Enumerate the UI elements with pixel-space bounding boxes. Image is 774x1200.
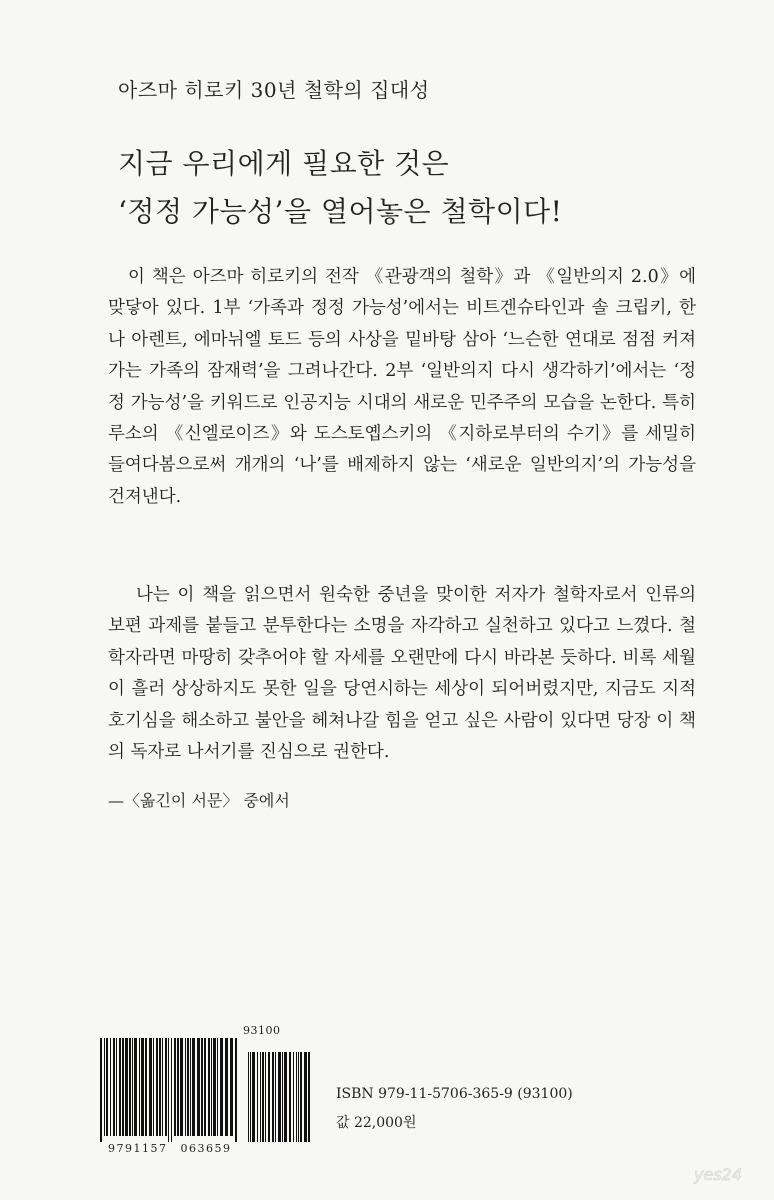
barcode-graphic <box>98 1038 313 1142</box>
headline-line-1: 지금 우리에게 필요한 것은 <box>118 147 450 180</box>
headline-line-2: ‘정정 가능성’을 열어놓은 철학이다! <box>118 195 563 228</box>
watermark-text: yes24 <box>694 1165 743 1184</box>
price: 값 22,000원 <box>336 1115 417 1131</box>
description-paragraph-1: 이 책은 아즈마 히로키의 전작 《관광객의 철학》과 《일반의지 2.0》에 맞닿아 있다. 1부 ‘가족과 정정 가능성’에서는 비트겐슈타인과 솔 크립키, 한나 아렌트, 에마뉘엘 토드 등의 사상을 밑바탕 삼아 ‘느슨한 연대로 점점 커져가는 가족의 잠재력’을 그려나간다. 2부 ‘일반의지 다시 생각하기’에서는 ‘정정 가능성’을 키워드로 인공지능 시대의 새로운 민주주의 모습을 논한다. 특히 루소의 《신엘로이즈》와 도스토옙스키의 《지하로부터의 수기》를 세밀히 들여다봄으로써 개개의 ‘나’를 배제하지 않는 ‘새로운 일반의지’의 가능성을 건져낸다. <box>108 267 696 507</box>
yes24-watermark-logo <box>690 1160 762 1188</box>
barcode <box>98 1038 313 1142</box>
translator-quote-paragraph: 나는 이 책을 읽으면서 원숙한 중년을 맞이한 저자가 철학자로서 인류의 보편 과제를 붙들고 분투한다는 소명을 자각하고 실천하고 있다고 느꼈다. 철학자라면 마땅히 갖추어야 할 자세를 오랜만에 다시 바라본 듯하다. 비록 세월이 흘러 상상하지도 못한 일을 당연시하는 세상이 되어버렸지만, 지금도 지적 호기심을 해소하고 불안을 헤쳐나갈 힘을 얻고 싶은 사람이 있다면 당장 이 책의 독자로 나서기를 진심으로 권한다. <box>108 585 696 763</box>
barcode-digits: 9791157 063659 <box>108 1142 232 1155</box>
cover-subtitle: 아즈마 히로키 30년 철학의 집대성 <box>118 78 430 102</box>
cover-headline <box>118 140 562 236</box>
isbn-number: ISBN 979-11-5706-365-9 (93100) <box>336 1086 573 1102</box>
quote-source: —〈옮긴이 서문〉 중에서 <box>108 791 290 810</box>
barcode-addon-code: 93100 <box>243 1024 281 1037</box>
